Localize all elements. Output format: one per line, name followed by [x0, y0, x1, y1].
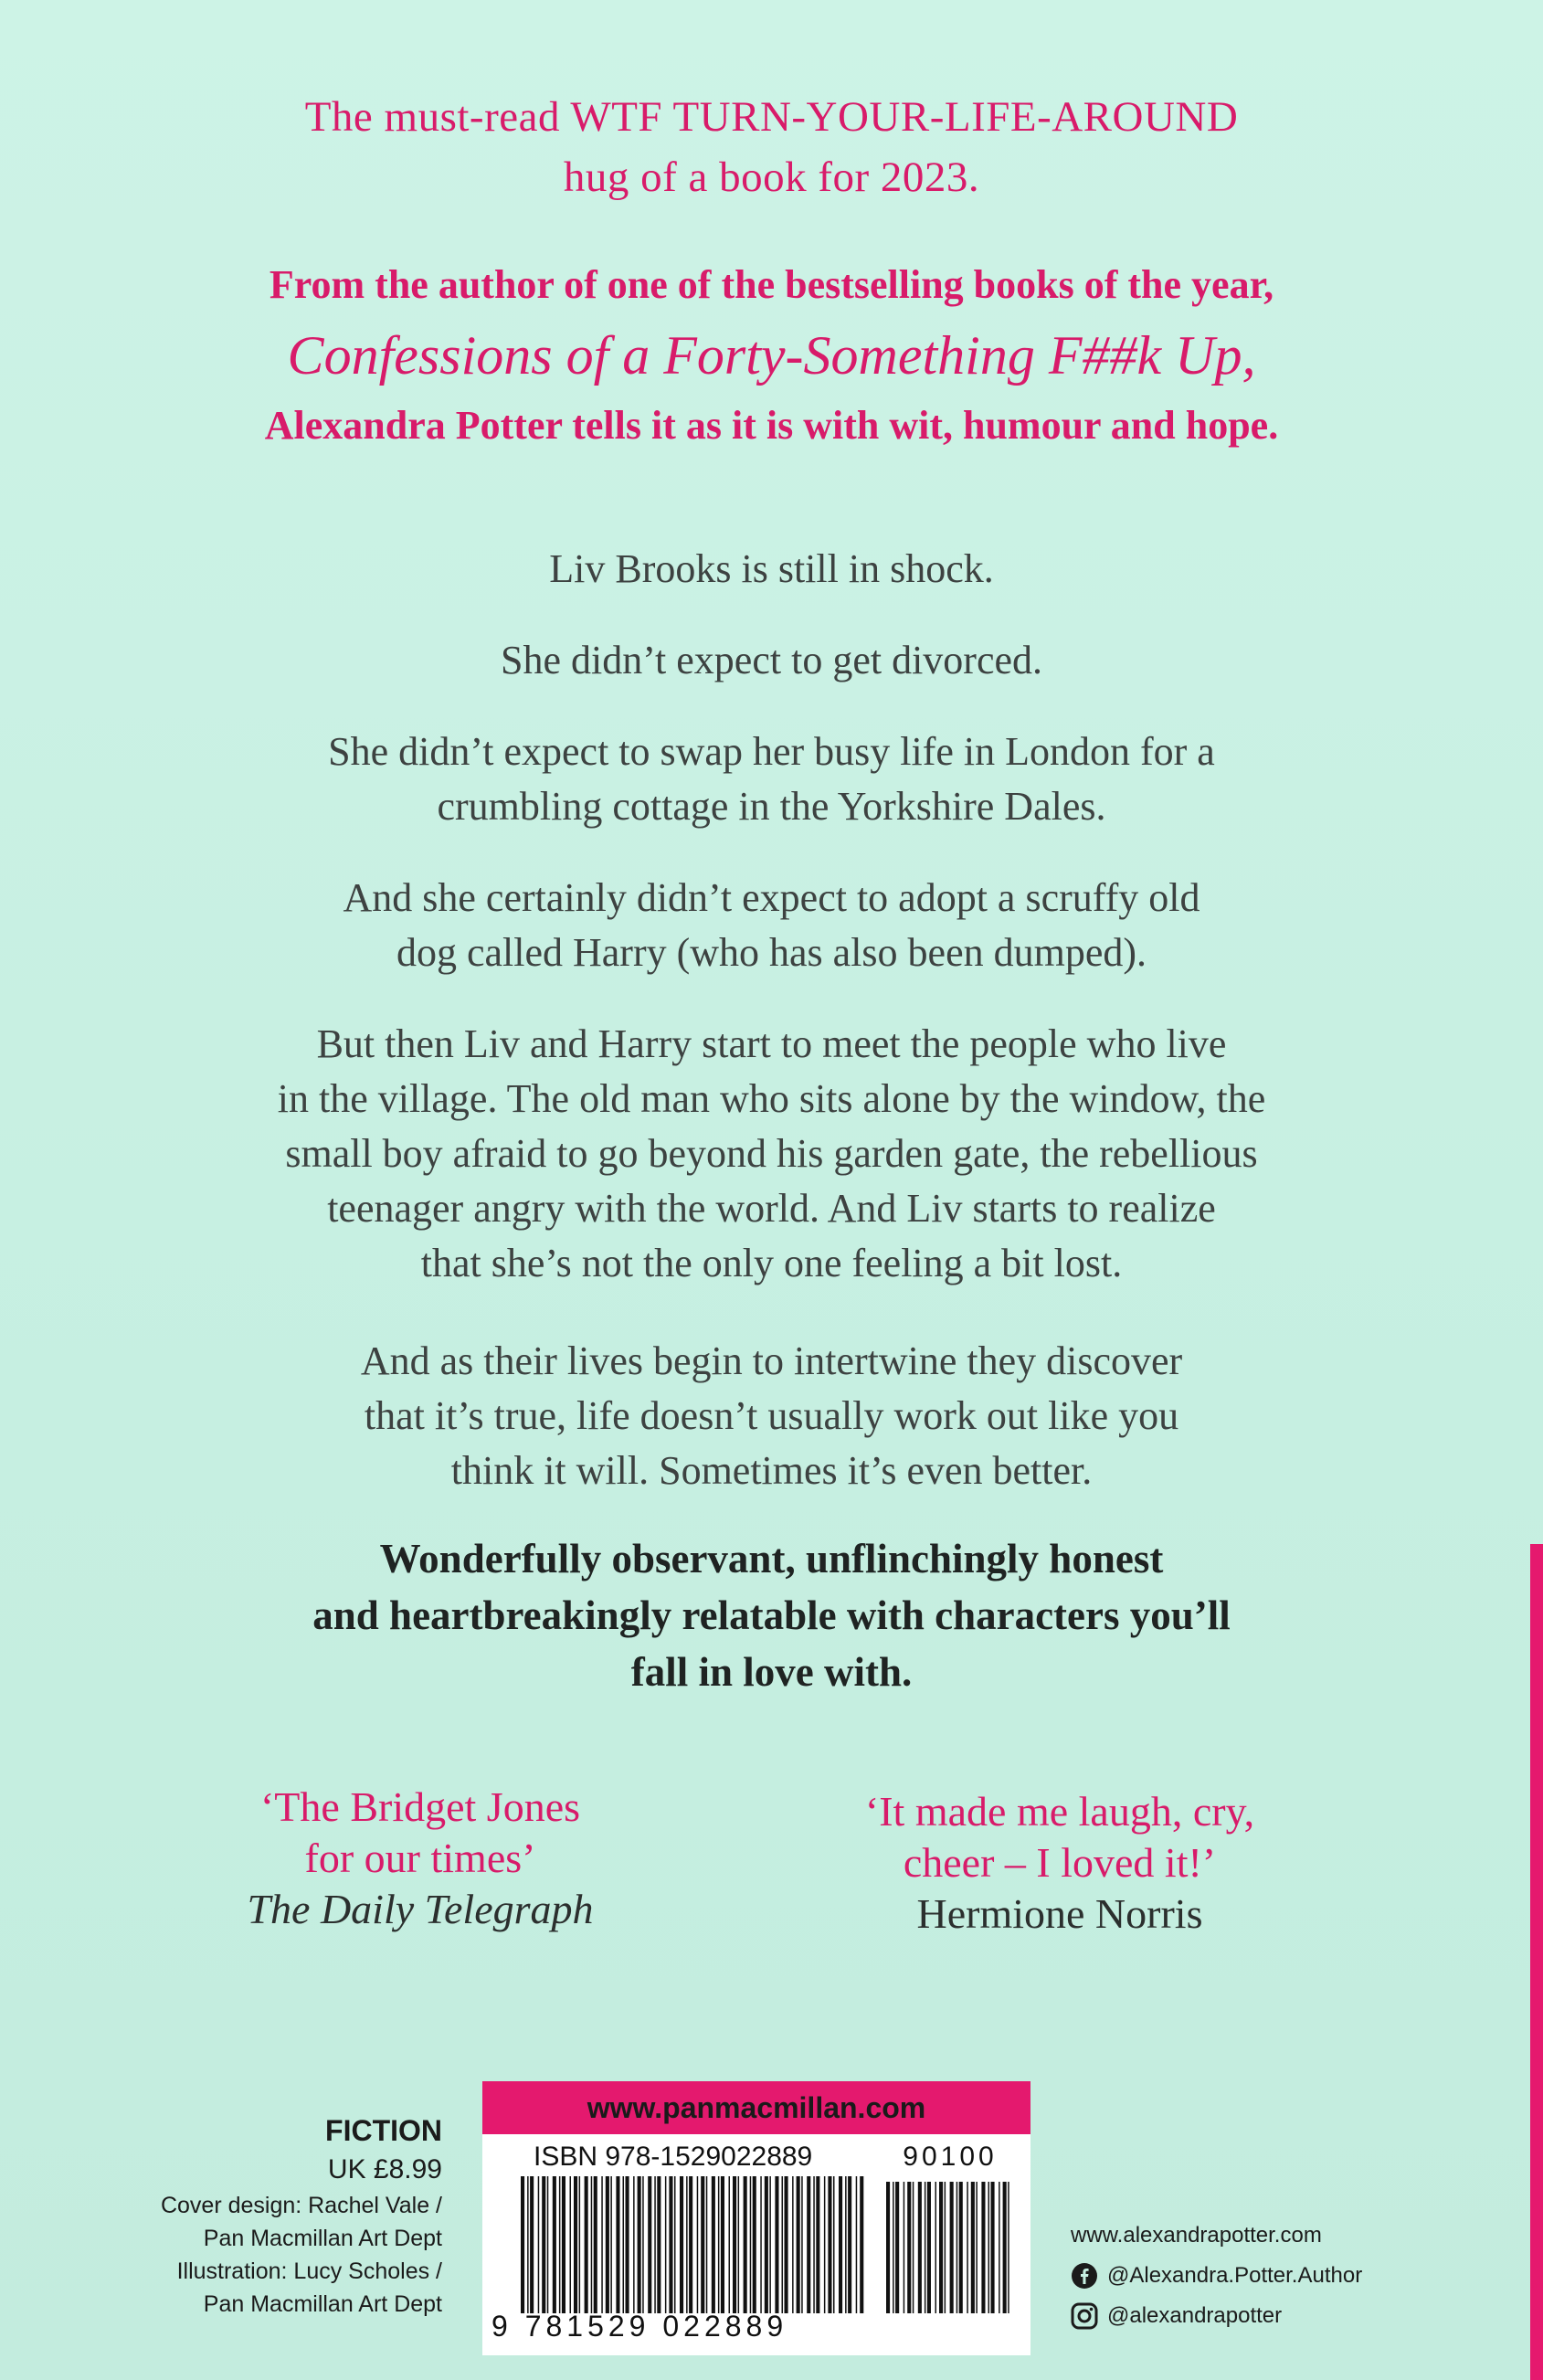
barcode-addon: [884, 2182, 1012, 2313]
author-socials: [1071, 2216, 1362, 2336]
barcode-bar: [939, 2182, 943, 2313]
illustration-credit-line: Illustration: Lucy Scholes /: [176, 2258, 442, 2284]
barcode-bar: [907, 2182, 911, 2313]
barcode-bar: [959, 2182, 963, 2313]
barcode-bar: [669, 2176, 672, 2313]
facebook-icon: [1071, 2262, 1098, 2290]
barcode-bar: [927, 2182, 931, 2313]
genre-label: FICTION: [325, 2114, 442, 2147]
blurb-line: in the village. The old man who sits alone by the window, the: [277, 1076, 1266, 1121]
blurb-line: teenager angry with the world. And Liv starts to realize: [327, 1186, 1216, 1231]
barcode-bar: [856, 2176, 858, 2313]
praise-line: Wonderfully observant, unflinchingly honest: [379, 1536, 1164, 1581]
barcode-bar: [570, 2176, 572, 2313]
barcode-bar: [527, 2176, 529, 2313]
barcode-bar: [833, 2176, 835, 2313]
book-metadata: [161, 2110, 442, 2321]
barcode-bar: [579, 2176, 581, 2313]
barcode-bar: [538, 2176, 540, 2313]
barcode-bar: [594, 2176, 597, 2313]
barcode-bar: [686, 2176, 688, 2313]
barcode-main: [519, 2176, 866, 2313]
barcode-bar: [547, 2176, 549, 2313]
barcode-panel: [482, 2081, 1030, 2355]
blurb-line: And she certainly didn’t expect to adopt a scruffy old: [343, 875, 1200, 920]
barcode-bar: [601, 2176, 603, 2313]
barcode-bar: [633, 2176, 635, 2313]
instagram-icon: [1071, 2302, 1098, 2330]
praise-line: and heartbreakingly relatable with characters you’ll: [312, 1592, 1231, 1638]
addon-digits: 90100: [903, 2142, 998, 2172]
barcode-bar: [610, 2176, 612, 2313]
barcode-bar: [750, 2176, 752, 2313]
blurb-line: dog called Harry (who has also been dumped).: [396, 930, 1147, 975]
ean-digits: 9 781529 022889: [491, 2310, 788, 2343]
barcode-bar: [848, 2176, 851, 2313]
barcode-bar: [895, 2182, 899, 2313]
barcode-bar: [807, 2176, 810, 2313]
barcode-bar: [950, 2182, 954, 2313]
quote-left-line1: ‘The Bridget Jones: [259, 1783, 581, 1830]
barcode-bar: [991, 2182, 995, 2313]
barcode-bar: [935, 2182, 937, 2313]
barcode-bar: [999, 2182, 1000, 2313]
blurb-line: Liv Brooks is still in shock.: [549, 546, 994, 591]
barcode-bar: [785, 2176, 788, 2313]
barcode-bar: [530, 2176, 534, 2313]
barcode-bar: [967, 2182, 968, 2313]
barcode-bar: [654, 2176, 656, 2313]
cover-credit-line: Pan Macmillan Art Dept: [203, 2226, 442, 2251]
barcode-bar: [925, 2182, 926, 2313]
praise-summary: [0, 1530, 1543, 1700]
publisher-url: www.panmacmillan.com: [482, 2081, 1030, 2134]
barcode-bar: [775, 2176, 778, 2313]
blurb-paragraph-4: [0, 871, 1543, 980]
barcode-bar: [792, 2176, 794, 2313]
barcode-bar: [828, 2176, 831, 2313]
barcode-bar: [616, 2176, 619, 2313]
barcode-bar: [753, 2176, 756, 2313]
barcode-bar: [918, 2182, 922, 2313]
barcode-bar: [521, 2176, 524, 2313]
quote-left-source: The Daily Telegraph: [247, 1886, 594, 1932]
barcode-bar: [697, 2176, 699, 2313]
barcode-bar: [591, 2176, 593, 2313]
facebook-handle[interactable]: @Alexandra.Potter.Author: [1107, 2263, 1363, 2288]
barcode-bar: [657, 2176, 661, 2313]
barcode-bar: [765, 2176, 768, 2313]
blurb-line: But then Liv and Harry start to meet the people who live: [316, 1021, 1227, 1066]
barcode-bar: [971, 2182, 975, 2313]
blurb-paragraph-1: [0, 542, 1543, 597]
barcode-bar: [1008, 2182, 1009, 2313]
barcode-bar: [542, 2176, 545, 2313]
instagram-row: [1071, 2296, 1362, 2336]
barcode-bar: [981, 2182, 985, 2313]
barcode-bar: [760, 2176, 762, 2313]
barcode-bar: [665, 2176, 667, 2313]
website-row: [1071, 2216, 1362, 2256]
isbn-label: ISBN 978-1529022889: [534, 2142, 813, 2172]
barcode-bar: [839, 2176, 842, 2313]
barcode-bar: [721, 2176, 724, 2313]
blurb-paragraph-5: [0, 1017, 1543, 1291]
quote-right-source: Hermione Norris: [916, 1890, 1203, 1937]
barcode-bar: [689, 2176, 692, 2313]
blurb-paragraph-6: [0, 1334, 1543, 1498]
barcode-bar: [769, 2176, 771, 2313]
barcode-bar: [824, 2176, 826, 2313]
website-link[interactable]: www.alexandrapotter.com: [1071, 2223, 1322, 2248]
cover-credit-line: Cover design: Rachel Vale /: [160, 2193, 442, 2218]
barcode-bar: [585, 2176, 588, 2313]
barcode-bar: [976, 2182, 978, 2313]
barcode-bar: [845, 2176, 847, 2313]
barcode-bar: [729, 2176, 731, 2313]
author-intro-line3: Alexandra Potter tells it as it is with wit, humour and hope.: [264, 403, 1279, 448]
blurb-line: crumbling cottage in the Yorkshire Dales.: [437, 784, 1106, 829]
barcode-bar: [813, 2176, 815, 2313]
barcode-bar: [718, 2176, 720, 2313]
barcode-bar: [638, 2176, 641, 2313]
barcode-bar: [782, 2176, 784, 2313]
barcode-bar: [706, 2176, 708, 2313]
barcode-bar: [574, 2176, 577, 2313]
barcode-bar: [562, 2176, 565, 2313]
tagline-line2: hug of a book for 2023.: [563, 153, 980, 201]
barcode-bar: [816, 2176, 819, 2313]
previous-book-title: Confessions of a Forty-Something F##k Up,: [287, 325, 1256, 386]
barcode-bar: [860, 2176, 863, 2313]
barcode-bar: [553, 2176, 556, 2313]
barcode-bar: [674, 2176, 676, 2313]
praise-line: fall in love with.: [630, 1649, 913, 1695]
quote-right: [804, 1786, 1316, 1940]
barcode-bar: [642, 2176, 644, 2313]
quote-left-line2: for our times’: [304, 1835, 536, 1881]
illustration-credit-line: Pan Macmillan Art Dept: [203, 2291, 442, 2317]
barcode-bar: [893, 2182, 894, 2313]
barcode-bar: [626, 2176, 629, 2313]
blurb-line: She didn’t expect to get divorced.: [500, 638, 1043, 682]
barcode-bar: [648, 2176, 651, 2313]
barcode-bar: [701, 2176, 704, 2313]
blurb-line: She didn’t expect to swap her busy life in London for a: [328, 729, 1215, 774]
barcode-bar: [988, 2182, 990, 2313]
barcode-bar: [1003, 2182, 1007, 2313]
barcode-bar: [956, 2182, 958, 2313]
barcode-bar: [712, 2176, 715, 2313]
barcode-bar: [913, 2182, 914, 2313]
quote-left: [192, 1782, 649, 1935]
author-intro-line1: From the author of one of the bestselling books of the year,: [269, 262, 1274, 307]
barcode-bar: [801, 2176, 803, 2313]
barcode-bar: [733, 2176, 736, 2313]
facebook-row: [1071, 2256, 1362, 2296]
barcode-bar: [559, 2176, 561, 2313]
price-label: UK £8.99: [327, 2154, 442, 2184]
barcode-bar: [738, 2176, 740, 2313]
barcode-bar: [606, 2176, 609, 2313]
instagram-handle[interactable]: @alexandrapotter: [1107, 2303, 1283, 2328]
barcode-bar: [945, 2182, 946, 2313]
barcode-bar: [904, 2182, 905, 2313]
blurb-line: small boy afraid to go beyond his garden gate, the rebellious: [285, 1131, 1258, 1176]
tagline-line1: The must-read WTF TURN-YOUR-LIFE-AROUND: [304, 93, 1239, 141]
author-intro: [0, 256, 1543, 455]
barcode-bar: [623, 2176, 625, 2313]
barcode-bar: [886, 2182, 890, 2313]
quote-right-line1: ‘It made me laugh, cry,: [864, 1788, 1255, 1835]
blurb-line: that she’s not the only one feeling a bit lost.: [420, 1241, 1123, 1285]
blurb-paragraph-3: [0, 725, 1543, 834]
blurb-line: And as their lives begin to intertwine they discover: [360, 1338, 1183, 1383]
blurb-line: that it’s true, life doesn’t usually work out like you: [364, 1393, 1179, 1438]
quote-right-line2: cheer – I loved it!’: [903, 1839, 1217, 1886]
blurb-line: think it will. Sometimes it’s even better.: [450, 1448, 1093, 1493]
barcode-bar: [797, 2176, 800, 2313]
barcode-bar: [680, 2176, 683, 2313]
tagline: [0, 87, 1543, 207]
blurb-paragraph-2: [0, 633, 1543, 688]
barcode-bar: [744, 2176, 747, 2313]
